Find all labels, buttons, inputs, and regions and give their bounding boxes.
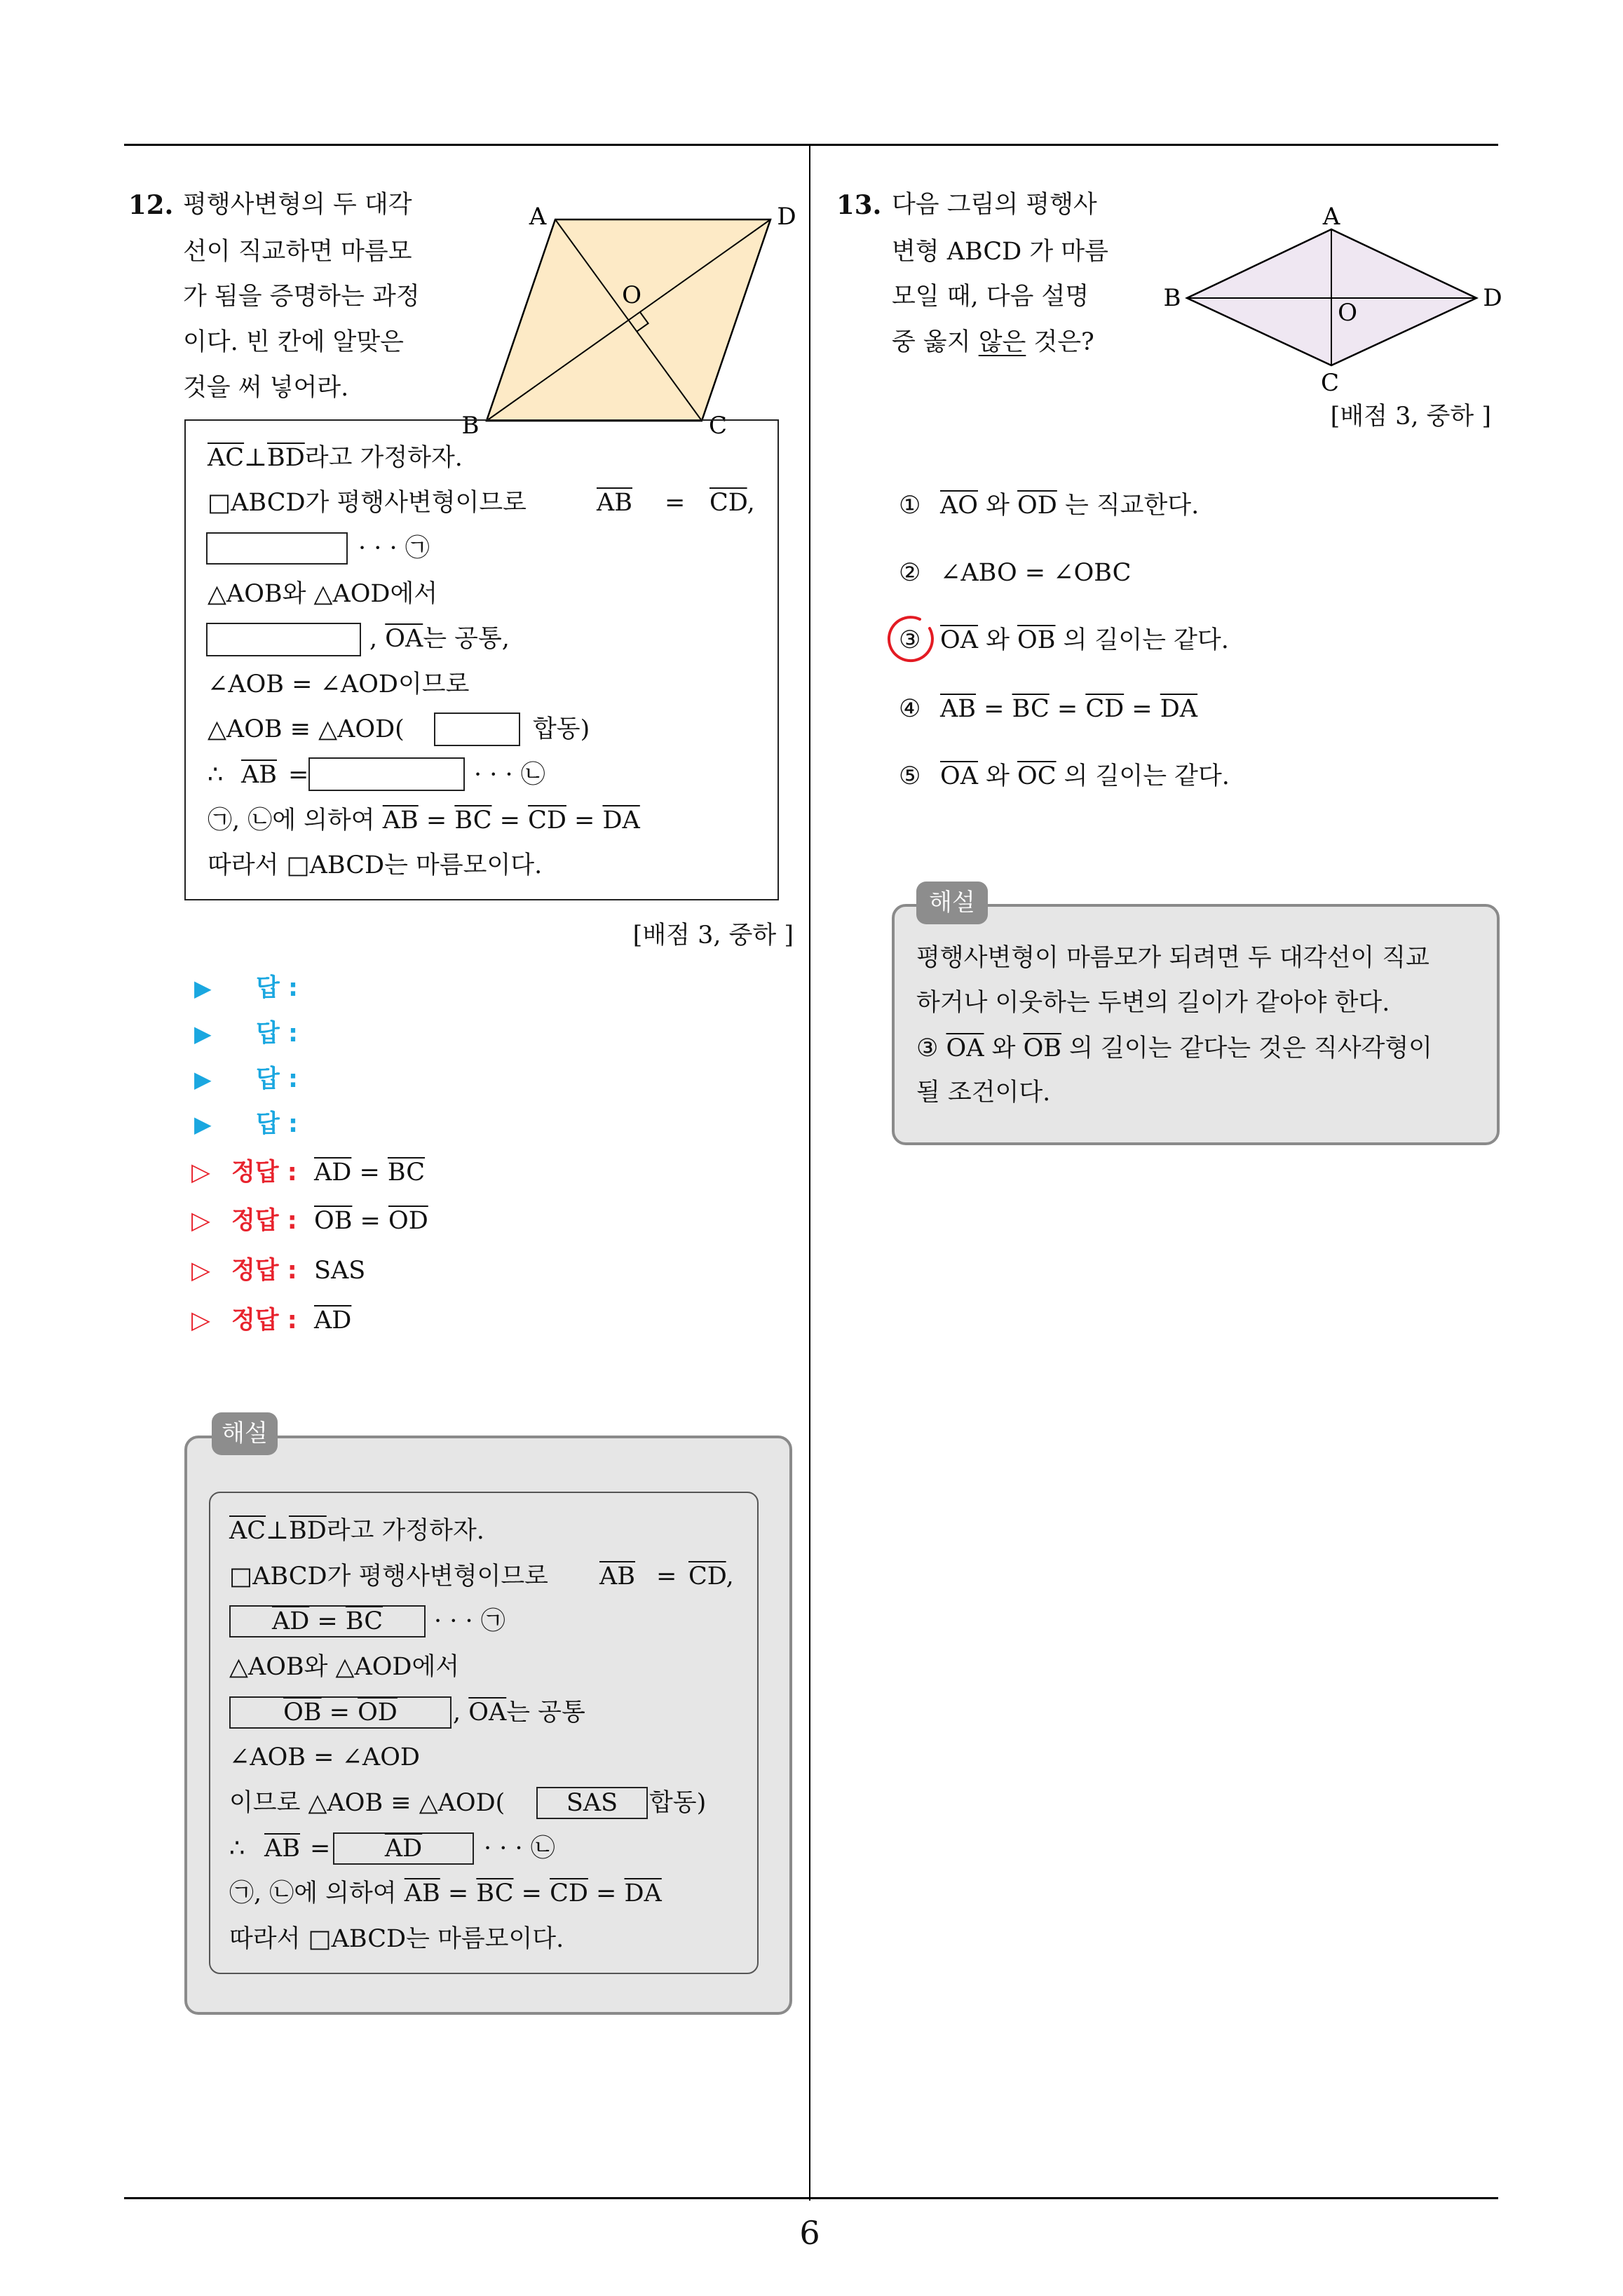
vertex-label-a: A [529,203,547,231]
expl-line-4: △AOB와 △AOD에서 [229,1653,460,1681]
segment-ac: $\overline{AC}$ [208,444,245,472]
segment-ab: $\overline{AB}$ [264,1835,300,1863]
segment-ab: $\overline{AB}$ [940,695,976,723]
proof-text: 라고 가정하자. [304,444,463,472]
correct-arrow-icon: ▷ [191,1207,210,1235]
correct-label: 정답 : [231,1159,297,1187]
marker-giyeok: · · · ㉠ [358,534,430,562]
therefore-symbol: ∴ [229,1835,245,1863]
choice-text: 의 길이는 같다. [1055,626,1229,654]
answer-arrow-icon: ▶ [194,1020,212,1047]
emphasis-not: 않은 [978,328,1026,356]
segment-ab: $\overline{AB}$ [404,1879,440,1907]
equals-sign: = [288,761,309,789]
equals-sign: = [418,806,455,835]
perpendicular-symbol: ⊥ [266,1517,289,1545]
marker-nieun: · · · ㉡ [484,1835,555,1863]
segment-bc: $\overline{BC}$ [454,806,492,835]
expl-line-7-text: 이므로 △AOB ≡ △AOD( [229,1789,505,1817]
q13-prompt-line: 모일 때, 다음 설명 [892,283,1089,311]
proof-line-10: 따라서 □ABCD는 마름모이다. [208,851,543,879]
q13-explanation-panel [892,904,1500,1145]
choice-text-1 [940,490,1199,521]
correct-value [314,1206,428,1236]
segment-bd: $\overline{BD}$ [266,444,305,472]
equals-sign: = [665,489,686,517]
equals-sign: = [310,1835,331,1863]
expl-text: 라고 가정하자. [326,1517,484,1545]
filled-box-3: SAS [536,1787,648,1819]
segment-cd-group [709,487,755,518]
choice-marker-1: ① [899,492,921,520]
parallelogram-figure [449,196,813,449]
segment-ab: $\overline{AB}$ [599,1562,635,1591]
expl-text: ③ [916,1034,946,1062]
proof-line-9 [208,805,640,836]
proof-line-1 [208,443,463,473]
answer-label: 답 : [256,1020,298,1048]
segment-ob: $\overline{OB}$ [1017,626,1056,654]
choice-marker-3: ③ [899,626,921,654]
equals-sign: = [1124,695,1160,723]
choice-text: 는 직교한다. [1057,492,1200,520]
blank-box-2 [206,623,361,656]
vertex-label-d: D [777,203,796,231]
proof-text: ㉠, ㉡에 의하여 [208,806,383,835]
correct-value: $\overline{AD}$ [314,1306,352,1335]
comma: , [453,1699,469,1727]
answer-label: 답 : [256,1065,298,1093]
segment-bd: $\overline{BD}$ [288,1517,327,1545]
prompt-text: 것은? [1026,328,1094,356]
choice-text: 와 [977,762,1018,790]
segment-od: $\overline{OD}$ [1017,492,1057,520]
segment-oc: $\overline{OC}$ [1017,762,1057,790]
marker-giyeok: · · · ㉠ [434,1607,505,1635]
segment-da: $\overline{DA}$ [602,806,640,835]
equals-sign: = [513,1879,550,1907]
proof-text: 는 공통, [423,625,510,653]
correct-value: SAS [314,1257,366,1285]
q12-score: [배점 3, 중하 ] [632,921,794,950]
equals-sign: = [656,1562,677,1591]
segment-ab: $\overline{AB}$ [382,806,419,835]
rhombus-figure [1150,196,1514,407]
vertex-label-a: A [1322,203,1340,231]
segment-cd: $\overline{CD}$ [550,1879,588,1907]
segment-ao: $\overline{AO}$ [940,492,978,520]
vertex-label-c: C [1320,369,1340,397]
segment-oa: $\overline{OA}$ [385,625,423,653]
segment-ad: $\overline{AD}$ [314,1159,352,1187]
segment-ob: $\overline{OB}$ [314,1207,353,1235]
marker-nieun: · · · ㉡ [474,761,545,789]
q13-prompt-line: 다음 그림의 평행사 [892,191,1097,219]
segment-cd: $\overline{CD}$ [528,806,566,835]
filled-box-2 [229,1696,451,1729]
vertex-label-b: B [1163,284,1181,312]
equals-sign: = [491,806,529,835]
q13-expl-line-1: 평행사변형이 마름모가 되려면 두 대각선이 직교 [916,944,1430,972]
segment-ad: $\overline{AD}$ [271,1607,310,1635]
expl-line-7-tail: 합동) [649,1789,707,1817]
segment-ad: $\overline{AD}$ [384,1835,423,1863]
expl-text: ㉠, ㉡에 의하여 [229,1879,405,1907]
choice-text: 와 [977,626,1018,654]
answer-arrow-icon: ▶ [194,1066,212,1093]
expl-line-9 [229,1878,662,1909]
q13-number: 13. [836,189,882,220]
expl-line-1 [229,1515,484,1546]
answer-arrow-icon: ▶ [194,1111,212,1137]
q12-prompt-line: 선이 직교하면 마름모 [183,238,412,266]
equals-sign: = [440,1879,477,1907]
correct-label: 정답 : [231,1306,297,1335]
comma: , [726,1562,734,1591]
choice-marker-4: ④ [899,695,921,723]
filled-box-1 [229,1605,426,1637]
expl-line-6: ∠AOB = ∠AOD [229,1743,420,1771]
equals-sign: = [351,1159,388,1187]
proof-line-6: ∠AOB = ∠AOD이므로 [208,670,470,698]
selected-ring [889,617,932,661]
page-number: 6 [799,2214,820,2252]
segment-cd: $\overline{CD}$ [1085,695,1125,723]
q13-expl-line-2: 하거나 이웃하는 두변의 길이가 같아야 한다. [916,989,1390,1017]
equals-sign: = [1049,695,1086,723]
blank-box-4 [308,757,465,791]
proof-line-7-tail: 합동) [533,715,590,743]
q13-score: [배점 3, 중하 ] [1330,403,1491,431]
blank-box-3 [434,713,520,746]
expl-line-5-tail [453,1697,585,1728]
choice-text-2: ∠ABO = ∠OBC [940,559,1132,587]
expl-line-10: 따라서 □ABCD는 마름모이다. [229,1925,564,1953]
q12-prompt-line: 가 됨을 증명하는 과정 [183,283,420,311]
proof-line-4: △AOB와 △AOD에서 [208,580,438,608]
choice-text: 의 길이는 같다. [1056,762,1230,790]
segment-da: $\overline{DA}$ [624,1879,662,1907]
q12-prompt-line: 평행사변형의 두 대각 [183,191,412,219]
q12-number: 12. [128,189,174,220]
q12-explanation-tab: 해설 [212,1412,278,1455]
vertex-label-d: D [1483,284,1502,312]
choice-text-3 [940,625,1229,656]
equals-sign: = [976,695,1012,723]
q13-prompt-line: 변형 ABCD 가 마름 [892,238,1108,266]
choice-text-4 [940,694,1197,724]
comma: , [747,489,755,517]
correct-arrow-icon: ▷ [191,1159,210,1187]
correct-value [314,1157,425,1188]
selected-answer-circle [883,612,939,668]
equals-sign: = [309,1607,346,1635]
column-divider [809,144,810,2201]
proof-line-5-tail [369,623,510,654]
center-label-o: O [1338,299,1357,327]
q13-prompt-line [892,327,1094,358]
segment-bc: $\overline{BC}$ [345,1607,383,1635]
segment-ab: $\overline{AB}$ [597,489,632,517]
correct-arrow-icon: ▷ [191,1257,210,1285]
segment-cd: $\overline{CD}$ [688,1562,726,1591]
expl-line-2-text: □ABCD가 평행사변형이므로 [229,1562,548,1591]
equals-sign: = [566,806,603,835]
expl-text: 의 길이는 같다는 것은 직사각형이 [1061,1034,1432,1062]
segment-bc: $\overline{BC}$ [476,1879,514,1907]
therefore-symbol: ∴ [208,761,224,789]
center-label-o: O [622,281,641,309]
expl-text: 는 공통 [506,1699,585,1727]
correct-arrow-icon: ▷ [191,1306,210,1335]
proof-line-7-text: △AOB ≡ △AOD( [208,715,405,743]
answer-label: 답 : [256,974,298,1002]
segment-da: $\overline{DA}$ [1160,695,1198,723]
segment-oa: $\overline{OA}$ [940,762,978,790]
q13-expl-line-3 [916,1033,1432,1064]
prompt-text: 중 옳지 [892,328,979,356]
choice-text: 와 [977,492,1018,520]
segment-oa: $\overline{OA}$ [946,1034,984,1062]
segment-ab: $\overline{AB}$ [241,761,277,789]
blank-box-1 [206,532,348,565]
choice-marker-2: ② [899,559,921,587]
choice-text-5 [940,761,1230,792]
bottom-rule [124,2197,1498,2199]
equals-sign: = [588,1879,625,1907]
comma: , [369,625,386,653]
segment-ac: $\overline{AC}$ [229,1517,266,1545]
q13-explanation-tab: 해설 [916,882,988,924]
segment-od: $\overline{OD}$ [358,1699,398,1727]
segment-bc: $\overline{BC}$ [1012,695,1050,723]
segment-ob: $\overline{OB}$ [283,1699,322,1727]
q12-prompt-line: 이다. 빈 칸에 알맞은 [183,328,404,356]
choice-marker-5: ⑤ [899,762,921,790]
filled-box-4 [333,1832,474,1865]
vertex-label-b: B [461,412,480,440]
vertex-label-c: C [708,412,728,440]
q12-prompt-line: 것을 써 넣어라. [183,374,349,402]
top-rule [124,144,1498,146]
segment-ob: $\overline{OB}$ [1023,1034,1061,1062]
segment-cd-group [688,1561,734,1592]
perpendicular-symbol: ⊥ [244,444,267,472]
correct-label: 정답 : [231,1257,297,1285]
segment-cd: $\overline{CD}$ [709,489,747,517]
segment-bc: $\overline{BC}$ [387,1159,426,1187]
answer-arrow-icon: ▶ [194,975,212,1001]
correct-label: 정답 : [231,1207,297,1235]
equals-sign: = [321,1699,358,1727]
equals-sign: = [352,1207,388,1235]
proof-line-2-text: □ABCD가 평행사변형이므로 [208,489,527,517]
segment-oa: $\overline{OA}$ [940,626,978,654]
q13-expl-line-4: 될 조건이다. [916,1079,1051,1107]
expl-text: 와 [984,1034,1024,1062]
segment-oa: $\overline{OA}$ [468,1699,507,1727]
answer-label: 답 : [256,1110,298,1138]
segment-od: $\overline{OD}$ [388,1207,428,1235]
